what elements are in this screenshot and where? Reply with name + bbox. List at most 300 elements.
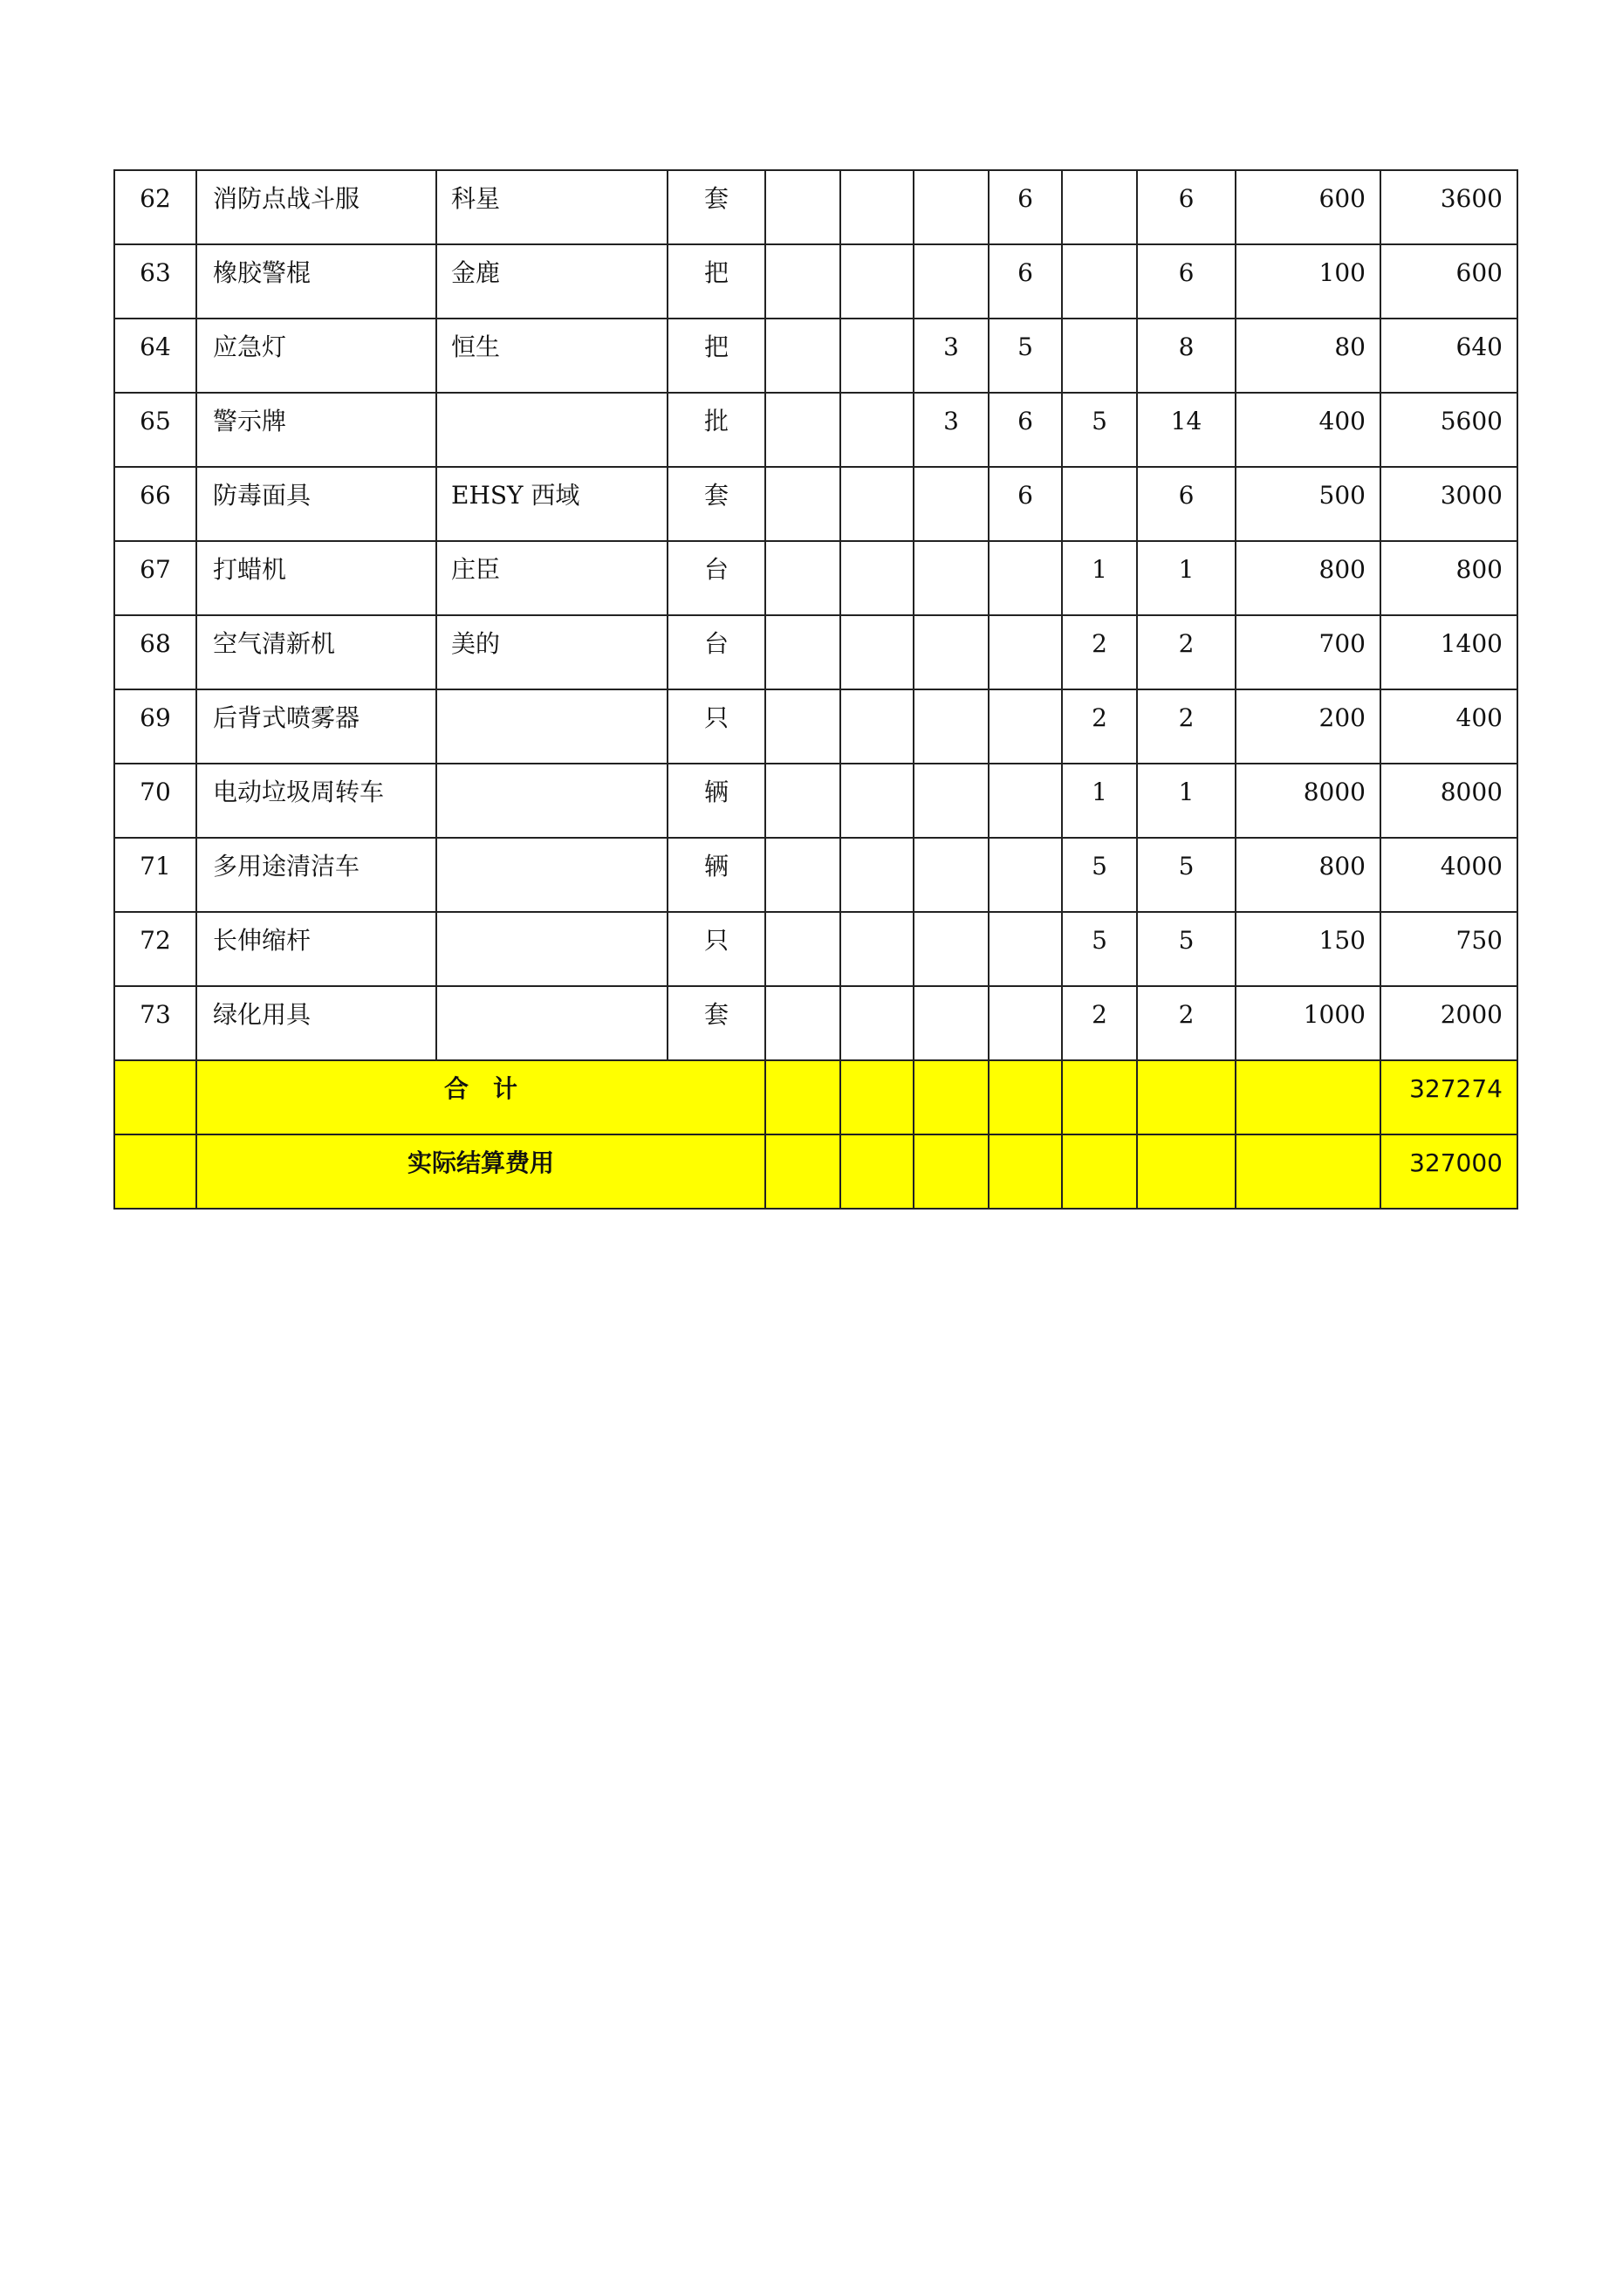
item-qty-col4: 6 [1017, 258, 1033, 287]
item-qty-col1 [766, 394, 839, 409]
item-qty-col1 [766, 764, 839, 780]
item-index: 71 [140, 852, 171, 881]
item-qty-col2 [841, 616, 913, 632]
item-name-cell [196, 393, 436, 467]
settlement-amount-cell [1380, 1134, 1517, 1209]
item-qty-col2-cell [840, 319, 914, 393]
item-qty-col1 [766, 542, 839, 558]
item-amount: 5600 [1440, 407, 1503, 435]
item-unit: 辆 [703, 778, 729, 806]
item-index: 65 [140, 407, 171, 435]
total-row-blank-cell [1062, 1060, 1137, 1134]
item-qty-col2 [841, 542, 913, 558]
item-unit: 批 [703, 407, 729, 435]
item-index-cell [114, 244, 196, 319]
settlement-label: 实际结算费用 [407, 1148, 554, 1177]
item-qty-col2-cell [840, 764, 914, 838]
item-qty-col3-cell [914, 319, 989, 393]
table-row [114, 838, 1517, 912]
item-total-qty: 14 [1170, 407, 1202, 435]
item-index-cell [114, 393, 196, 467]
item-total-qty: 5 [1178, 926, 1195, 955]
item-qty-col4-cell [989, 689, 1062, 764]
item-unit: 套 [703, 481, 729, 510]
item-total-qty: 6 [1178, 258, 1195, 287]
item-qty-col3 [914, 839, 988, 854]
item-total-qty: 5 [1178, 852, 1195, 881]
total-row-blank-cell [840, 1060, 914, 1134]
item-amount-cell [1380, 319, 1517, 393]
item-index-cell [114, 986, 196, 1060]
item-qty-col1-cell [765, 689, 840, 764]
item-unit-cell [668, 689, 765, 764]
item-index: 64 [140, 332, 171, 361]
item-amount: 3000 [1440, 481, 1503, 510]
item-brand [451, 394, 667, 409]
item-brand: 庄臣 [451, 555, 501, 584]
item-qty-col2-cell [840, 838, 914, 912]
item-total-qty: 8 [1178, 332, 1195, 361]
item-qty-col4 [990, 987, 1061, 1003]
item-total-qty-cell [1137, 467, 1236, 541]
item-qty-col3 [914, 690, 988, 706]
item-brand-cell [436, 541, 668, 615]
item-amount: 4000 [1440, 852, 1503, 881]
item-index: 70 [140, 778, 171, 806]
item-name: 空气清新机 [213, 629, 336, 658]
table-row [114, 764, 1517, 838]
item-qty-col5: 5 [1092, 852, 1107, 881]
settlement-row-blank-cell [765, 1134, 840, 1209]
total-row [114, 1060, 1517, 1134]
item-unit-price-cell [1236, 170, 1380, 244]
item-name: 应急灯 [213, 332, 287, 361]
settlement-label-cell [196, 1134, 765, 1209]
item-index-cell [114, 689, 196, 764]
settlement-row-blank-cell [1137, 1134, 1236, 1209]
item-unit-price-cell [1236, 467, 1380, 541]
item-index: 67 [140, 555, 171, 584]
item-name-cell [196, 838, 436, 912]
item-qty-col5: 2 [1092, 703, 1107, 732]
item-name: 防毒面具 [213, 481, 312, 510]
item-unit-price: 80 [1334, 332, 1366, 361]
item-unit: 套 [703, 184, 729, 213]
item-qty-col2-cell [840, 689, 914, 764]
item-unit-cell [668, 244, 765, 319]
item-qty-col5-cell [1062, 319, 1137, 393]
item-total-qty-cell [1137, 541, 1236, 615]
item-index-cell [114, 467, 196, 541]
item-index: 72 [140, 926, 171, 955]
item-total-qty: 6 [1178, 184, 1195, 213]
item-total-qty-cell [1137, 689, 1236, 764]
item-unit-cell [668, 541, 765, 615]
item-unit-price: 500 [1318, 481, 1366, 510]
item-unit-price-cell [1236, 244, 1380, 319]
item-name-cell [196, 170, 436, 244]
item-unit-price: 8000 [1303, 778, 1366, 806]
item-index-cell [114, 615, 196, 689]
item-qty-col3 [914, 616, 988, 632]
item-amount-cell [1380, 986, 1517, 1060]
item-total-qty: 1 [1178, 555, 1195, 584]
table-row [114, 986, 1517, 1060]
settlement-row-blank-cell [1236, 1134, 1380, 1209]
total-row-blank-cell [114, 1060, 196, 1134]
item-index: 69 [140, 703, 171, 732]
item-qty-col5: 2 [1092, 1000, 1107, 1029]
item-qty-col5-cell [1062, 986, 1137, 1060]
item-qty-col5: 1 [1092, 555, 1107, 584]
item-qty-col2-cell [840, 615, 914, 689]
total-row-blank-cell [989, 1060, 1062, 1134]
item-qty-col2 [841, 319, 913, 335]
item-qty-col2 [841, 839, 913, 854]
item-unit-price-cell [1236, 912, 1380, 986]
item-qty-col2 [841, 987, 913, 1003]
item-qty-col2 [841, 764, 913, 780]
settlement-row-blank-cell [1062, 1134, 1137, 1209]
item-unit-price: 600 [1318, 184, 1366, 213]
item-qty-col3-cell [914, 838, 989, 912]
item-amount: 8000 [1440, 778, 1503, 806]
item-brand-cell [436, 244, 668, 319]
item-qty-col4-cell [989, 244, 1062, 319]
item-unit-price: 800 [1318, 555, 1366, 584]
table-row [114, 912, 1517, 986]
item-unit-price: 100 [1318, 258, 1366, 287]
item-amount: 800 [1455, 555, 1503, 584]
item-brand-cell [436, 170, 668, 244]
item-qty-col5-cell [1062, 838, 1137, 912]
item-name-cell [196, 764, 436, 838]
item-index-cell [114, 838, 196, 912]
item-qty-col3: 3 [943, 407, 959, 435]
item-qty-col2-cell [840, 170, 914, 244]
item-unit: 把 [703, 258, 729, 287]
item-qty-col2 [841, 690, 913, 706]
item-unit-cell [668, 467, 765, 541]
item-qty-col3 [914, 468, 988, 483]
item-qty-col3-cell [914, 170, 989, 244]
item-name: 长伸缩杆 [213, 926, 312, 955]
table-row [114, 244, 1517, 319]
item-qty-col1-cell [765, 467, 840, 541]
item-qty-col2-cell [840, 986, 914, 1060]
item-qty-col1-cell [765, 393, 840, 467]
total-amount-cell [1380, 1060, 1517, 1134]
item-unit: 台 [703, 629, 729, 658]
item-qty-col3-cell [914, 912, 989, 986]
item-qty-col3-cell [914, 764, 989, 838]
item-qty-col5-cell [1062, 244, 1137, 319]
item-brand: 科星 [451, 184, 501, 213]
item-brand [451, 913, 667, 929]
item-qty-col4-cell [989, 615, 1062, 689]
item-unit-price: 200 [1318, 703, 1366, 732]
total-amount: 327274 [1409, 1074, 1503, 1103]
item-qty-col5-cell [1062, 689, 1137, 764]
item-qty-col5 [1063, 468, 1136, 483]
total-row-blank-cell [914, 1060, 989, 1134]
item-unit-price-cell [1236, 838, 1380, 912]
table-row [114, 467, 1517, 541]
item-index: 66 [140, 481, 171, 510]
item-name: 多用途清洁车 [213, 852, 360, 881]
item-qty-col2-cell [840, 467, 914, 541]
equipment-cost-table [113, 169, 1518, 1210]
item-amount: 640 [1455, 332, 1503, 361]
item-qty-col2-cell [840, 912, 914, 986]
settlement-amount: 327000 [1409, 1148, 1503, 1177]
item-total-qty-cell [1137, 615, 1236, 689]
item-qty-col4-cell [989, 912, 1062, 986]
item-qty-col2-cell [840, 393, 914, 467]
item-unit: 套 [703, 1000, 729, 1029]
item-unit-price-cell [1236, 689, 1380, 764]
item-unit-cell [668, 615, 765, 689]
item-index: 62 [140, 184, 171, 213]
item-amount-cell [1380, 689, 1517, 764]
item-qty-col5 [1063, 319, 1136, 335]
item-qty-col2 [841, 468, 913, 483]
item-brand-cell [436, 764, 668, 838]
item-qty-col5 [1063, 245, 1136, 261]
item-name: 消防点战斗服 [213, 184, 360, 213]
total-row-blank-cell [1236, 1060, 1380, 1134]
item-unit: 只 [703, 703, 729, 732]
item-name-cell [196, 541, 436, 615]
item-name: 后背式喷雾器 [213, 703, 360, 732]
total-row-blank-cell [765, 1060, 840, 1134]
item-unit: 只 [703, 926, 729, 955]
item-unit: 把 [703, 332, 729, 361]
item-qty-col3: 3 [943, 332, 959, 361]
item-qty-col2 [841, 245, 913, 261]
item-amount-cell [1380, 764, 1517, 838]
item-qty-col4-cell [989, 467, 1062, 541]
item-name-cell [196, 689, 436, 764]
settlement-row [114, 1134, 1517, 1209]
item-qty-col1-cell [765, 244, 840, 319]
item-total-qty-cell [1137, 170, 1236, 244]
item-total-qty-cell [1137, 764, 1236, 838]
item-brand [451, 987, 667, 1003]
item-qty-col5 [1063, 171, 1136, 187]
table-row [114, 170, 1517, 244]
total-label: 合 计 [443, 1074, 517, 1103]
item-unit-price-cell [1236, 393, 1380, 467]
item-unit-price-cell [1236, 319, 1380, 393]
item-qty-col5-cell [1062, 541, 1137, 615]
item-qty-col3-cell [914, 615, 989, 689]
item-amount: 2000 [1440, 1000, 1503, 1029]
item-brand [451, 839, 667, 854]
item-qty-col4-cell [989, 393, 1062, 467]
item-qty-col5: 5 [1092, 926, 1107, 955]
item-qty-col5-cell [1062, 764, 1137, 838]
total-row-blank-cell [1137, 1060, 1236, 1134]
item-brand [451, 690, 667, 706]
item-total-qty: 1 [1178, 778, 1195, 806]
item-index: 73 [140, 1000, 171, 1029]
item-brand: 美的 [451, 629, 501, 658]
item-amount-cell [1380, 244, 1517, 319]
item-qty-col3-cell [914, 541, 989, 615]
item-brand-cell [436, 319, 668, 393]
item-qty-col1 [766, 616, 839, 632]
item-qty-col3 [914, 913, 988, 929]
item-amount-cell [1380, 393, 1517, 467]
item-qty-col1-cell [765, 838, 840, 912]
item-name: 警示牌 [213, 407, 287, 435]
item-total-qty-cell [1137, 393, 1236, 467]
total-label-cell [196, 1060, 765, 1134]
item-qty-col4 [990, 690, 1061, 706]
item-brand-cell [436, 986, 668, 1060]
item-qty-col5-cell [1062, 393, 1137, 467]
item-brand-cell [436, 467, 668, 541]
table-row [114, 319, 1517, 393]
item-qty-col3-cell [914, 393, 989, 467]
item-brand: EHSY 西域 [451, 481, 580, 510]
item-qty-col2-cell [840, 244, 914, 319]
item-name: 电动垃圾周转车 [213, 778, 385, 806]
item-brand [451, 764, 667, 780]
item-total-qty-cell [1137, 319, 1236, 393]
item-index: 68 [140, 629, 171, 658]
item-qty-col5-cell [1062, 615, 1137, 689]
item-qty-col5-cell [1062, 912, 1137, 986]
item-qty-col5: 2 [1092, 629, 1107, 658]
item-qty-col1 [766, 468, 839, 483]
item-brand-cell [436, 838, 668, 912]
item-qty-col3 [914, 764, 988, 780]
item-qty-col3-cell [914, 689, 989, 764]
item-qty-col3-cell [914, 986, 989, 1060]
item-qty-col4-cell [989, 764, 1062, 838]
item-unit-price: 800 [1318, 852, 1366, 881]
item-brand: 金鹿 [451, 258, 501, 287]
item-amount: 400 [1455, 703, 1503, 732]
item-qty-col1-cell [765, 541, 840, 615]
item-index-cell [114, 170, 196, 244]
settlement-row-blank-cell [914, 1134, 989, 1209]
item-name: 绿化用具 [213, 1000, 312, 1029]
item-unit-price: 150 [1318, 926, 1366, 955]
item-qty-col2 [841, 394, 913, 409]
item-amount-cell [1380, 912, 1517, 986]
item-unit-price-cell [1236, 615, 1380, 689]
item-qty-col2-cell [840, 541, 914, 615]
item-qty-col4-cell [989, 541, 1062, 615]
item-total-qty-cell [1137, 912, 1236, 986]
item-qty-col1-cell [765, 764, 840, 838]
item-qty-col4 [990, 616, 1061, 632]
item-unit-cell [668, 986, 765, 1060]
item-qty-col1-cell [765, 615, 840, 689]
item-qty-col2 [841, 171, 913, 187]
item-index-cell [114, 319, 196, 393]
item-qty-col1-cell [765, 912, 840, 986]
item-brand-cell [436, 393, 668, 467]
item-amount-cell [1380, 615, 1517, 689]
item-qty-col5: 1 [1092, 778, 1107, 806]
table-body [114, 170, 1517, 1209]
item-amount-cell [1380, 541, 1517, 615]
item-name-cell [196, 244, 436, 319]
item-qty-col4-cell [989, 986, 1062, 1060]
item-unit-price-cell [1236, 541, 1380, 615]
item-total-qty-cell [1137, 986, 1236, 1060]
item-unit-price: 400 [1318, 407, 1366, 435]
item-qty-col1 [766, 913, 839, 929]
item-qty-col1-cell [765, 986, 840, 1060]
item-index: 63 [140, 258, 171, 287]
item-name-cell [196, 467, 436, 541]
item-brand: 恒生 [451, 332, 501, 361]
item-qty-col4: 5 [1017, 332, 1033, 361]
item-total-qty-cell [1137, 244, 1236, 319]
settlement-row-blank-cell [840, 1134, 914, 1209]
item-name: 橡胶警棍 [213, 258, 312, 287]
item-unit-cell [668, 393, 765, 467]
item-amount: 1400 [1440, 629, 1503, 658]
item-total-qty: 6 [1178, 481, 1195, 510]
item-qty-col4: 6 [1017, 184, 1033, 213]
item-qty-col2 [841, 913, 913, 929]
item-total-qty-cell [1137, 838, 1236, 912]
item-qty-col3 [914, 987, 988, 1003]
item-unit: 辆 [703, 852, 729, 881]
item-qty-col4 [990, 542, 1061, 558]
item-qty-col1 [766, 245, 839, 261]
item-brand-cell [436, 689, 668, 764]
item-amount-cell [1380, 467, 1517, 541]
table-row [114, 393, 1517, 467]
item-qty-col4 [990, 764, 1061, 780]
item-qty-col1 [766, 319, 839, 335]
item-total-qty: 2 [1178, 703, 1195, 732]
item-qty-col5-cell [1062, 467, 1137, 541]
item-index-cell [114, 541, 196, 615]
item-qty-col4: 6 [1017, 407, 1033, 435]
item-name-cell [196, 615, 436, 689]
item-unit-cell [668, 319, 765, 393]
item-name-cell [196, 912, 436, 986]
settlement-row-blank-cell [114, 1134, 196, 1209]
item-qty-col3 [914, 542, 988, 558]
table-row [114, 615, 1517, 689]
item-qty-col1 [766, 987, 839, 1003]
item-unit-cell [668, 912, 765, 986]
item-brand-cell [436, 912, 668, 986]
item-qty-col1-cell [765, 170, 840, 244]
item-qty-col4-cell [989, 319, 1062, 393]
item-qty-col1 [766, 839, 839, 854]
item-unit-cell [668, 838, 765, 912]
item-qty-col5: 5 [1092, 407, 1107, 435]
item-unit-price: 1000 [1303, 1000, 1366, 1029]
item-name-cell [196, 319, 436, 393]
item-unit-cell [668, 764, 765, 838]
item-qty-col4: 6 [1017, 481, 1033, 510]
item-name-cell [196, 986, 436, 1060]
item-qty-col5-cell [1062, 170, 1137, 244]
item-amount-cell [1380, 838, 1517, 912]
item-qty-col3-cell [914, 467, 989, 541]
